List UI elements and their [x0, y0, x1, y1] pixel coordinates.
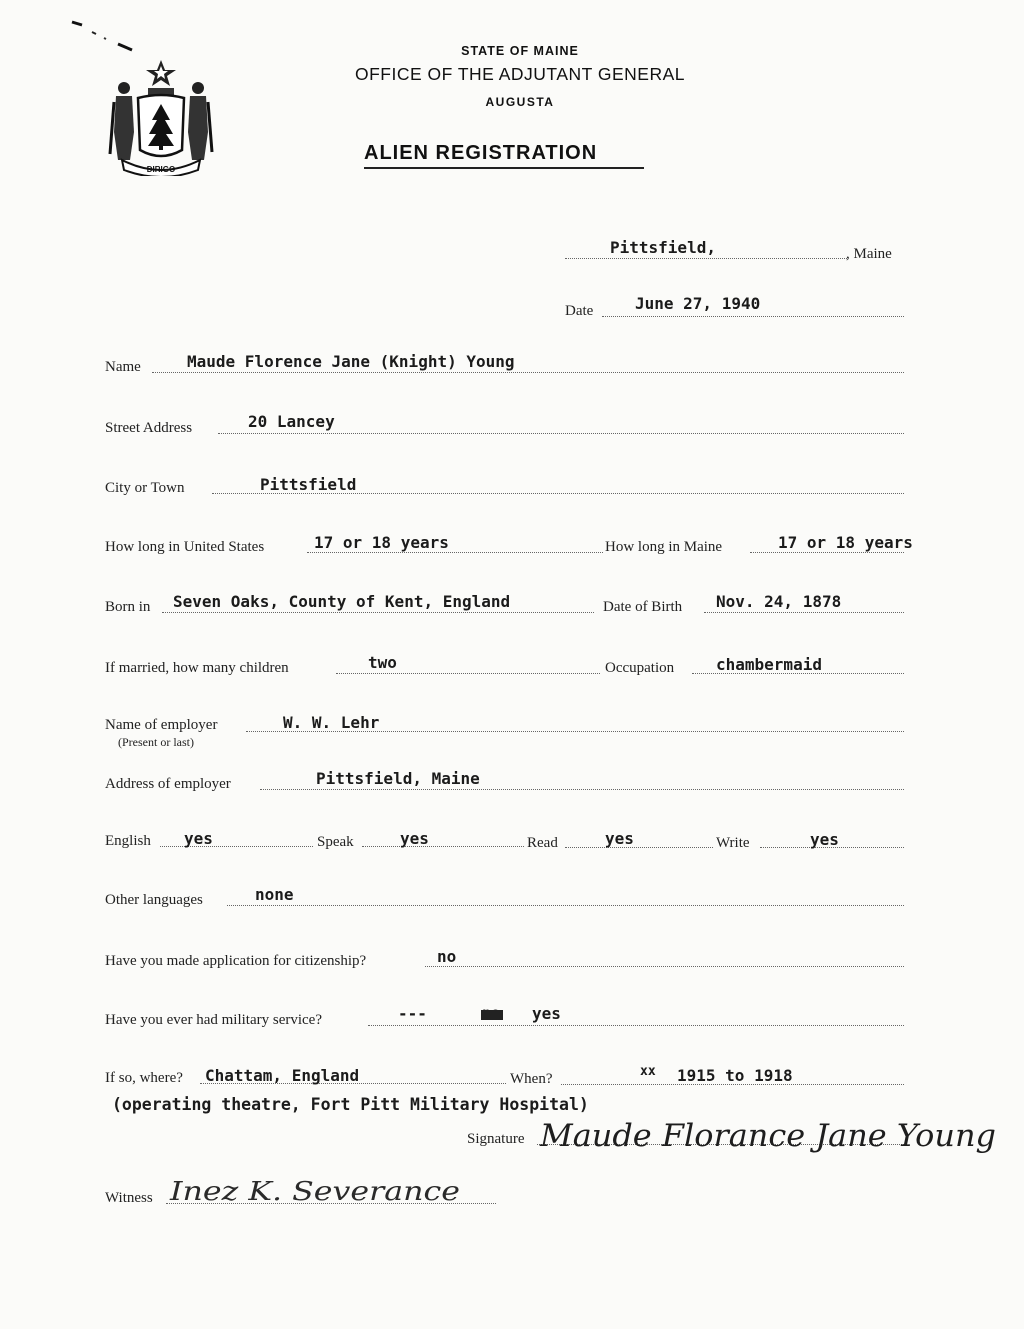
read-value: yes: [605, 829, 634, 848]
date-label: Date: [565, 303, 594, 319]
occupation-value: chambermaid: [716, 655, 822, 674]
svg-text:Inez K. Severance: Inez K. Severance: [168, 1177, 460, 1207]
date-value: June 27, 1940: [635, 294, 761, 313]
witness-label: Witness: [105, 1190, 153, 1206]
write-label: Write: [716, 835, 750, 851]
birth-date-value: Nov. 24, 1878: [716, 592, 842, 611]
born-line: [162, 612, 594, 613]
city-value: Pittsfield: [260, 475, 357, 494]
birth-date-line: [704, 612, 904, 613]
born-value: Seven Oaks, County of Kent, England: [173, 592, 511, 611]
citizenship-value: no: [437, 947, 457, 966]
us-years-value: 17 or 18 years: [314, 533, 449, 552]
title-underline: [364, 167, 644, 169]
citizenship-label: Have you made application for citizenship?: [105, 953, 367, 969]
where-label: If so, where?: [105, 1070, 183, 1086]
write-value: yes: [810, 830, 839, 849]
when-struck: xx: [640, 1064, 656, 1079]
read-label: Read: [527, 835, 558, 851]
military-dashes: ---: [398, 1004, 427, 1023]
us-years-label: How long in United States: [105, 539, 265, 555]
born-label: Born in: [105, 599, 151, 615]
other-languages-value: none: [255, 885, 294, 904]
employer-value: W. W. Lehr: [283, 713, 380, 732]
name-label: Name: [105, 359, 141, 375]
form-title: ALIEN REGISTRATION: [364, 142, 598, 164]
header-state: STATE OF MAINE: [461, 44, 579, 58]
city-label: City or Town: [105, 480, 185, 496]
children-label: If married, how many children: [105, 660, 289, 676]
date-line: [602, 316, 904, 317]
street-line: [218, 433, 904, 434]
us-years-line: [307, 552, 603, 553]
maine-years-value: 17 or 18 years: [778, 533, 913, 552]
employer-address-value: Pittsfield, Maine: [316, 769, 480, 788]
speak-value: yes: [400, 829, 429, 848]
english-value: yes: [184, 829, 213, 848]
maine-years-line: [750, 552, 904, 553]
speak-label: Speak: [317, 834, 354, 850]
children-value: two: [368, 653, 397, 672]
svg-text:Maude Florance Jane Young: Maude Florance Jane Young: [538, 1118, 996, 1154]
english-label: English: [105, 833, 151, 849]
header-city: AUGUSTA: [485, 95, 555, 109]
employer-sublabel: (Present or last): [118, 735, 194, 749]
maine-years-label: How long in Maine: [605, 539, 723, 555]
signature-label: Signature: [467, 1131, 525, 1147]
signature-handwriting: [538, 1106, 1000, 1172]
employer-address-line: [260, 789, 904, 790]
military-note: (operating theatre, Fort Pitt Military Hospital): [112, 1095, 589, 1114]
read-line: [565, 847, 713, 848]
when-label: When?: [510, 1071, 553, 1087]
military-value: yes: [532, 1004, 561, 1023]
employer-label: Name of employer: [105, 717, 218, 733]
name-value: Maude Florence Jane (Knight) Young: [187, 352, 515, 371]
other-languages-line: [227, 905, 904, 906]
other-languages-label: Other languages: [105, 892, 203, 908]
place-suffix: , Maine: [846, 246, 892, 262]
military-label: Have you ever had military service?: [105, 1012, 322, 1028]
military-line: [368, 1025, 904, 1026]
svg-text:DIRIGO: DIRIGO: [146, 165, 176, 174]
header-office: OFFICE OF THE ADJUTANT GENERAL: [354, 64, 686, 84]
where-value: Chattam, England: [205, 1066, 360, 1085]
when-value: 1915 to 1918: [677, 1066, 793, 1085]
street-label: Street Address: [105, 420, 193, 436]
speak-line: [362, 846, 524, 847]
witness-handwriting: [168, 1170, 468, 1218]
occupation-label: Occupation: [605, 660, 675, 676]
place-value: Pittsfield,: [610, 238, 716, 257]
birth-date-label: Date of Birth: [603, 599, 683, 615]
street-value: 20 Lancey: [248, 412, 335, 431]
english-line: [160, 846, 313, 847]
strikeout-mark: [480, 1008, 506, 1022]
citizenship-line: [425, 966, 904, 967]
children-line: [336, 673, 600, 674]
name-line: [152, 372, 904, 373]
employer-address-label: Address of employer: [105, 776, 231, 792]
place-line: [565, 258, 847, 259]
